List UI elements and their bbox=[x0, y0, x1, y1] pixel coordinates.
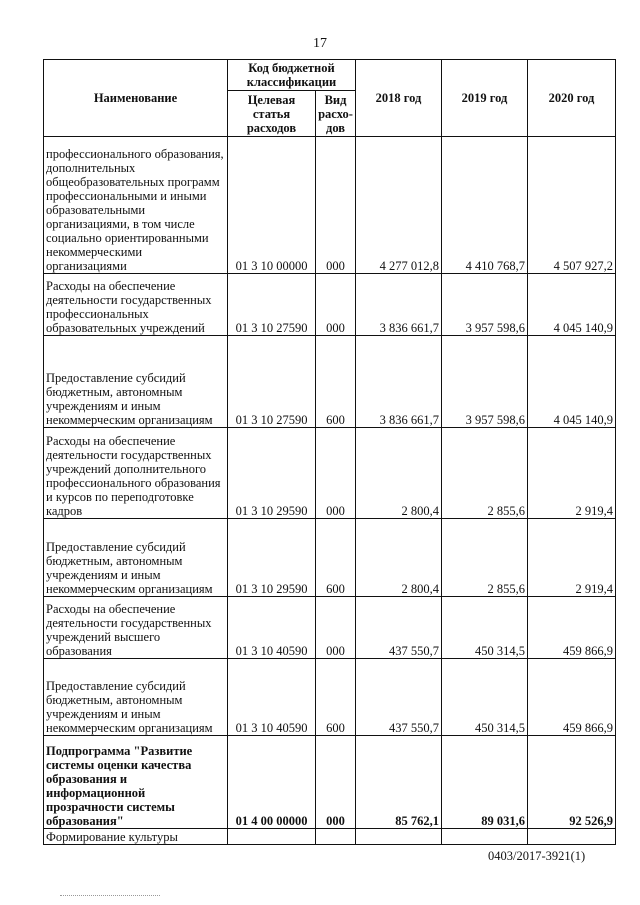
row-2020: 2 919,4 bbox=[528, 428, 616, 519]
row-2019: 450 314,5 bbox=[442, 659, 528, 736]
table-header bbox=[44, 60, 616, 137]
row-vid bbox=[316, 829, 356, 845]
header-target: Целевая статья расходов bbox=[228, 91, 316, 137]
row-code: 01 4 00 00000 bbox=[228, 736, 316, 829]
page-number: 17 bbox=[313, 36, 327, 51]
header-code-group: Код бюджетной классификации bbox=[228, 60, 356, 91]
row-name: Расходы на обеспечение деятельности государственных профессиональных образовательных учреждений bbox=[44, 274, 228, 336]
row-2019: 89 031,6 bbox=[442, 736, 528, 829]
row-2018: 2 800,4 bbox=[356, 428, 442, 519]
row-2018: 3 836 661,7 bbox=[356, 274, 442, 336]
row-vid: 000 bbox=[316, 597, 356, 659]
row-name: профессионального образования, дополнительных общеобразовательных программ профессиональными и иными образовательными организациями, в том числе социально ориентированными некоммерческими организациями bbox=[44, 137, 228, 274]
row-code: 01 3 10 40590 bbox=[228, 659, 316, 736]
scan-artifact bbox=[60, 895, 160, 897]
row-2020: 4 507 927,2 bbox=[528, 137, 616, 274]
row-2019: 3 957 598,6 bbox=[442, 336, 528, 428]
header-name: Наименование bbox=[44, 60, 228, 137]
row-code bbox=[228, 829, 316, 845]
row-2019: 450 314,5 bbox=[442, 597, 528, 659]
row-2019 bbox=[442, 829, 528, 845]
row-code: 01 3 10 27590 bbox=[228, 336, 316, 428]
row-2018: 2 800,4 bbox=[356, 519, 442, 597]
row-name: Формирование культуры bbox=[44, 829, 228, 845]
row-vid: 000 bbox=[316, 428, 356, 519]
row-code: 01 3 10 40590 bbox=[228, 597, 316, 659]
row-code: 01 3 10 29590 bbox=[228, 428, 316, 519]
table-row-subprogram bbox=[44, 736, 616, 829]
table-row bbox=[44, 829, 616, 845]
row-name: Расходы на обеспечение деятельности государственных учреждений дополнительного профессионального образования и курсов по переподготовке кадров bbox=[44, 428, 228, 519]
budget-table bbox=[43, 59, 616, 845]
row-2018: 437 550,7 bbox=[356, 597, 442, 659]
row-2018 bbox=[356, 829, 442, 845]
row-name: Расходы на обеспечение деятельности государственных учреждений высшего образования bbox=[44, 597, 228, 659]
row-vid: 000 bbox=[316, 137, 356, 274]
header-vid: Вид расхо-дов bbox=[316, 91, 356, 137]
row-2019: 4 410 768,7 bbox=[442, 137, 528, 274]
row-2019: 2 855,6 bbox=[442, 428, 528, 519]
row-vid: 600 bbox=[316, 659, 356, 736]
row-code: 01 3 10 27590 bbox=[228, 274, 316, 336]
row-2020 bbox=[528, 829, 616, 845]
header-2019: 2019 год bbox=[442, 60, 528, 137]
table-row bbox=[44, 519, 616, 597]
row-name: Предоставление субсидий бюджетным, автономным учреждениям и иным некоммерческим организациям bbox=[44, 519, 228, 597]
table-row bbox=[44, 137, 616, 274]
row-2018: 85 762,1 bbox=[356, 736, 442, 829]
table-row bbox=[44, 597, 616, 659]
document-code: 0403/2017-3921(1) bbox=[488, 849, 586, 863]
row-2020: 459 866,9 bbox=[528, 597, 616, 659]
row-vid: 000 bbox=[316, 736, 356, 829]
row-2018: 437 550,7 bbox=[356, 659, 442, 736]
row-vid: 000 bbox=[316, 274, 356, 336]
row-2020: 4 045 140,9 bbox=[528, 274, 616, 336]
row-2020: 92 526,9 bbox=[528, 736, 616, 829]
row-vid: 600 bbox=[316, 336, 356, 428]
table-row bbox=[44, 659, 616, 736]
row-2020: 2 919,4 bbox=[528, 519, 616, 597]
row-name: Подпрограмма "Развитие системы оценки качества образования и информационной прозрачности системы образования" bbox=[44, 736, 228, 829]
row-2018: 3 836 661,7 bbox=[356, 336, 442, 428]
row-code: 01 3 10 00000 bbox=[228, 137, 316, 274]
row-2018: 4 277 012,8 bbox=[356, 137, 442, 274]
table-row bbox=[44, 428, 616, 519]
row-2020: 459 866,9 bbox=[528, 659, 616, 736]
table-row bbox=[44, 336, 616, 428]
header-2020: 2020 год bbox=[528, 60, 616, 137]
row-2019: 3 957 598,6 bbox=[442, 274, 528, 336]
header-2018: 2018 год bbox=[356, 60, 442, 137]
row-2020: 4 045 140,9 bbox=[528, 336, 616, 428]
row-2019: 2 855,6 bbox=[442, 519, 528, 597]
row-code: 01 3 10 29590 bbox=[228, 519, 316, 597]
row-name: Предоставление субсидий бюджетным, автономным учреждениям и иным некоммерческим организациям bbox=[44, 659, 228, 736]
row-vid: 600 bbox=[316, 519, 356, 597]
table-row bbox=[44, 274, 616, 336]
row-name: Предоставление субсидий бюджетным, автономным учреждениям и иным некоммерческим организациям bbox=[44, 336, 228, 428]
